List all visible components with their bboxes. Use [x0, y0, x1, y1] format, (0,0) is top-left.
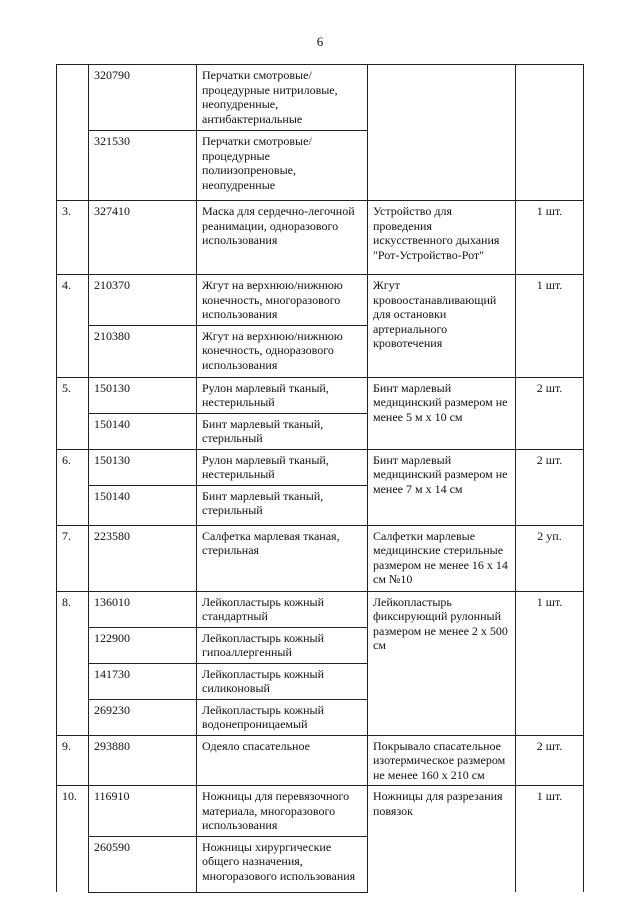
item-quantity: 2 шт. [516, 449, 584, 525]
table-row [57, 525, 584, 591]
row-number: 8. [57, 591, 89, 735]
item-name: Ножницы хирургические общего назначения, многоразового использования [197, 836, 368, 892]
equipment-table-body [57, 65, 584, 893]
item-name: Лейкопластырь кожный гипоаллергенный [197, 627, 368, 663]
item-quantity: 1 шт. [516, 786, 584, 893]
item-name: Одеяло спасательное [197, 735, 368, 786]
row-number [57, 65, 89, 201]
item-name: Лейкопластырь кожный силиконовый [197, 663, 368, 699]
item-quantity: 2 шт. [516, 377, 584, 449]
row-number: 6. [57, 449, 89, 525]
item-code: 150130 [89, 377, 197, 413]
row-number: 4. [57, 275, 89, 378]
item-code: 210380 [89, 325, 197, 377]
item-quantity: 1 шт. [516, 275, 584, 378]
item-description: Лейкопластырь фиксирующий рулонный размером не менее 2 х 500 см [368, 591, 516, 735]
item-code: 223580 [89, 525, 197, 591]
item-description: Покрывало спасательное изотермическое размером не менее 160 х 210 см [368, 735, 516, 786]
item-description: Салфетки марлевые медицинские стерильные размером не менее 16 х 14 см №10 [368, 525, 516, 591]
item-code: 321530 [89, 131, 197, 201]
table-row [57, 449, 584, 485]
item-code: 210370 [89, 275, 197, 326]
row-number: 9. [57, 735, 89, 786]
row-number: 3. [57, 201, 89, 275]
item-code: 141730 [89, 663, 197, 699]
table-row [57, 65, 584, 131]
item-code: 136010 [89, 591, 197, 627]
item-quantity [516, 65, 584, 201]
item-name: Жгут на верхнюю/нижнюю конечность, одноразового использования [197, 325, 368, 377]
item-description: Бинт марлевый медицинский размером не менее 7 м х 14 см [368, 449, 516, 525]
item-name: Лейкопластырь кожный стандартный [197, 591, 368, 627]
item-code: 320790 [89, 65, 197, 131]
row-number: 10. [57, 786, 89, 893]
equipment-table [56, 64, 584, 893]
item-code: 122900 [89, 627, 197, 663]
table-row [57, 786, 584, 837]
table-row [57, 201, 584, 275]
item-code: 150140 [89, 485, 197, 525]
item-quantity: 1 шт. [516, 201, 584, 275]
item-name: Лейкопластырь кожный водонепроницаемый [197, 699, 368, 735]
table-row [57, 735, 584, 786]
item-quantity: 1 шт. [516, 591, 584, 735]
item-code: 150140 [89, 413, 197, 449]
item-quantity: 2 уп. [516, 525, 584, 591]
item-description: Ножницы для разрезания повязок [368, 786, 516, 893]
page-number: 6 [316, 34, 324, 49]
item-name: Жгут на верхнюю/нижнюю конечность, многоразового использования [197, 275, 368, 326]
item-code: 150130 [89, 449, 197, 485]
table-row [57, 275, 584, 326]
item-code: 293880 [89, 735, 197, 786]
item-name: Маска для сердечно-легочной реанимации, одноразового использования [197, 201, 368, 275]
item-name: Бинт марлевый тканый, стерильный [197, 485, 368, 525]
row-number: 5. [57, 377, 89, 449]
item-description [368, 65, 516, 201]
item-description: Жгут кровоостанавливающий для остановки артериального кровотечения [368, 275, 516, 378]
item-name: Рулон марлевый тканый, нестерильный [197, 449, 368, 485]
item-description: Устройство для проведения искусственного дыхания "Рот-Устройство-Рот" [368, 201, 516, 275]
item-name: Ножницы для перевязочного материала, многоразового использования [197, 786, 368, 837]
item-name: Бинт марлевый тканый, стерильный [197, 413, 368, 449]
item-name: Рулон марлевый тканый, нестерильный [197, 377, 368, 413]
table-row [57, 591, 584, 627]
item-description: Бинт марлевый медицинский размером не менее 5 м х 10 см [368, 377, 516, 449]
item-name: Салфетка марлевая тканая, стерильная [197, 525, 368, 591]
table-row [57, 377, 584, 413]
item-name: Перчатки смотровые/процедурные полиизопреновые, неопудренные [197, 131, 368, 201]
row-number: 7. [57, 525, 89, 591]
item-name: Перчатки смотровые/процедурные нитриловые, неопудренные, антибактериальные [197, 65, 368, 131]
item-code: 260590 [89, 836, 197, 892]
item-code: 269230 [89, 699, 197, 735]
item-code: 327410 [89, 201, 197, 275]
item-code: 116910 [89, 786, 197, 837]
item-quantity: 2 шт. [516, 735, 584, 786]
